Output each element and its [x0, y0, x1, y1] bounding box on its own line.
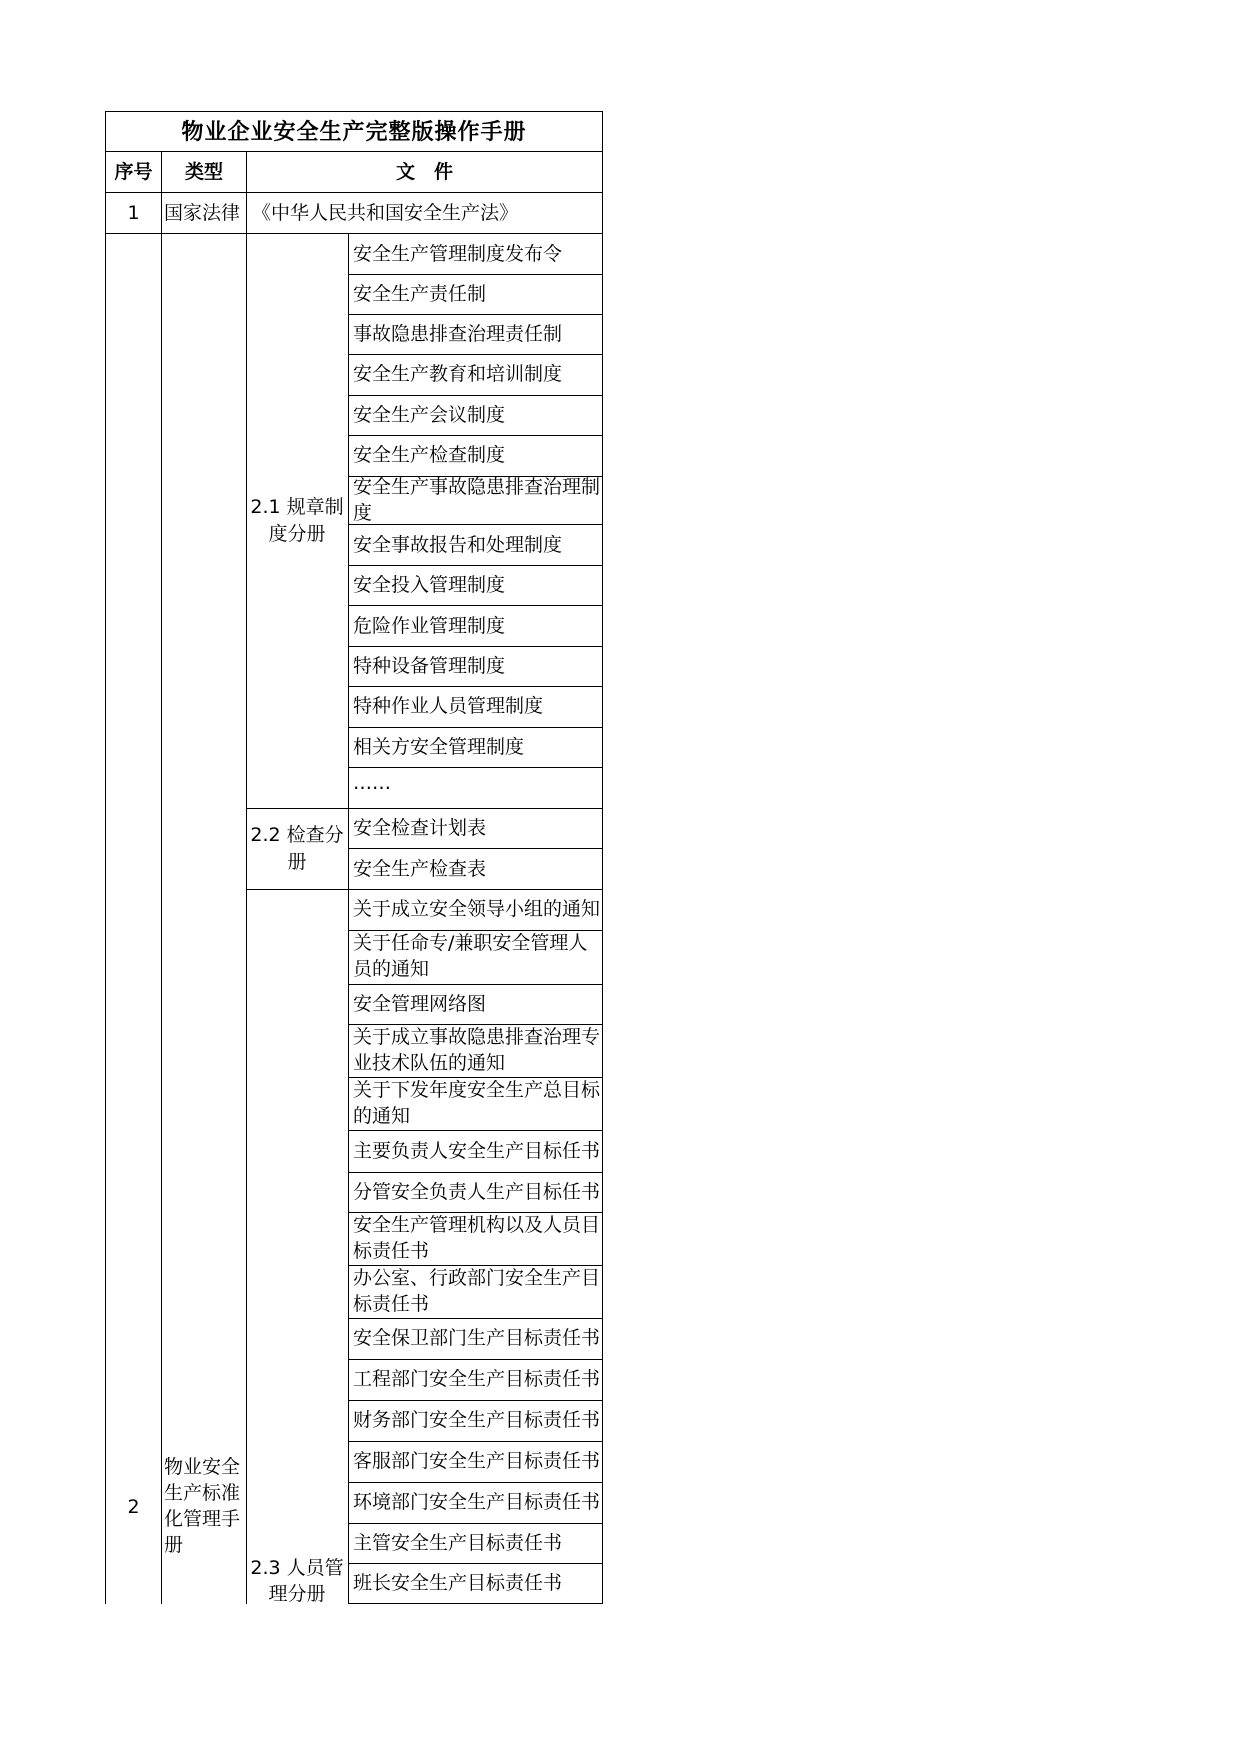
grid-line — [348, 767, 603, 768]
row2-type-line: 册 — [164, 1534, 184, 1556]
grid-line — [348, 1318, 603, 1319]
doc-item-line: 安全生产管理机构以及人员目 — [353, 1214, 601, 1236]
doc-item: 主要负责人安全生产目标任书 — [353, 1140, 601, 1162]
doc-item: 班长安全生产目标责任书 — [353, 1572, 563, 1594]
doc-item-line: 安全生产事故隐患排查治理制 — [353, 476, 601, 498]
sub2-label-line: 2.2 检查分 — [250, 824, 344, 846]
doc-item-line: 关于任命专/兼职安全管理人 — [353, 932, 588, 954]
doc-item-line: 的通知 — [353, 1105, 411, 1127]
doc-item-line: 关于下发年度安全生产总目标 — [353, 1079, 601, 1101]
doc-item: 安全事故报告和处理制度 — [353, 534, 563, 556]
grid-line — [246, 151, 247, 1604]
grid-line — [348, 314, 603, 315]
grid-line — [348, 565, 603, 566]
header-doc: 文 件 — [395, 161, 453, 183]
grid-line — [348, 354, 603, 355]
grid-line — [348, 1523, 603, 1524]
doc-item: 主管安全生产目标责任书 — [353, 1532, 563, 1554]
grid-line — [602, 111, 603, 1604]
doc-item-line: 业技术队伍的通知 — [353, 1052, 506, 1074]
doc-item: …… — [353, 772, 391, 794]
doc-item-line: 度 — [353, 502, 373, 524]
doc-item-line: 标责任书 — [353, 1293, 430, 1315]
grid-line — [105, 111, 603, 112]
grid-line — [348, 1400, 603, 1401]
doc-item: 客服部门安全生产目标责任书 — [353, 1450, 601, 1472]
doc-item: 环境部门安全生产目标责任书 — [353, 1491, 601, 1513]
grid-line — [348, 727, 603, 728]
doc-item: 安全保卫部门生产目标责任书 — [353, 1327, 601, 1349]
grid-line — [348, 274, 603, 275]
grid-line — [348, 686, 603, 687]
row2-seq: 2 — [127, 1496, 140, 1518]
grid-line — [348, 1563, 603, 1564]
doc-item: 安全生产检查表 — [353, 858, 487, 880]
doc-item: 安全管理网络图 — [353, 993, 487, 1015]
doc-item: 安全生产责任制 — [353, 283, 487, 305]
grid-line — [348, 1482, 603, 1483]
doc-item: 安全生产管理制度发布令 — [353, 243, 563, 265]
grid-line — [246, 808, 603, 809]
row2-type-line: 化管理手 — [164, 1508, 241, 1530]
row2-type-line: 物业安全 — [164, 1456, 241, 1478]
grid-line — [348, 605, 603, 606]
doc-item: 财务部门安全生产目标责任书 — [353, 1409, 601, 1431]
grid-line — [246, 889, 603, 890]
row1-doc: 《中华人民共和国安全生产法》 — [252, 202, 519, 224]
doc-item-line: 办公室、行政部门安全生产目 — [353, 1267, 601, 1289]
row1-seq: 1 — [127, 202, 140, 224]
grid-line — [348, 646, 603, 647]
doc-item: 安全生产教育和培训制度 — [353, 363, 563, 385]
sub1-label-line: 度分册 — [268, 523, 326, 545]
doc-item-line: 员的通知 — [353, 958, 430, 980]
page-title: 物业企业安全生产完整版操作手册 — [181, 120, 527, 145]
doc-item: 安全检查计划表 — [353, 817, 487, 839]
doc-item-line: 标责任书 — [353, 1240, 430, 1262]
doc-item: 安全生产会议制度 — [353, 404, 506, 426]
row1-type: 国家法律 — [164, 202, 241, 224]
doc-item: 事故隐患排查治理责任制 — [353, 323, 563, 345]
doc-item: 危险作业管理制度 — [353, 615, 506, 637]
grid-line — [348, 848, 603, 849]
doc-item: 相关方安全管理制度 — [353, 736, 525, 758]
doc-item-line: 关于成立事故隐患排查治理专 — [353, 1026, 601, 1048]
doc-item: 特种作业人员管理制度 — [353, 695, 544, 717]
header-seq: 序号 — [114, 161, 153, 183]
sub1-label-line: 2.1 规章制 — [250, 496, 344, 518]
grid-line — [348, 1172, 603, 1173]
grid-line — [348, 1603, 603, 1604]
grid-line — [348, 524, 603, 525]
grid-line — [348, 984, 603, 985]
grid-line — [348, 1441, 603, 1442]
doc-item: 特种设备管理制度 — [353, 655, 506, 677]
doc-item: 安全投入管理制度 — [353, 574, 506, 596]
sub3-label-line: 理分册 — [268, 1583, 326, 1603]
grid-line — [348, 1130, 603, 1131]
grid-line — [105, 233, 603, 234]
doc-item: 分管安全负责人生产目标任书 — [353, 1181, 601, 1203]
grid-line — [348, 395, 603, 396]
doc-item: 关于成立安全领导小组的通知 — [353, 898, 601, 920]
grid-line — [105, 111, 106, 1604]
grid-line — [161, 151, 162, 1604]
header-type: 类型 — [184, 161, 223, 183]
doc-item: 工程部门安全生产目标责任书 — [353, 1368, 601, 1390]
row2-type-line: 生产标准 — [164, 1482, 241, 1504]
grid-line — [105, 151, 603, 152]
doc-item: 安全生产检查制度 — [353, 444, 506, 466]
grid-line — [348, 1359, 603, 1360]
grid-line — [105, 192, 603, 193]
grid-line — [348, 233, 349, 1604]
sub3-label-line: 2.3 人员管 — [250, 1557, 344, 1579]
grid-line — [348, 435, 603, 436]
sub2-label-line: 册 — [287, 851, 307, 873]
